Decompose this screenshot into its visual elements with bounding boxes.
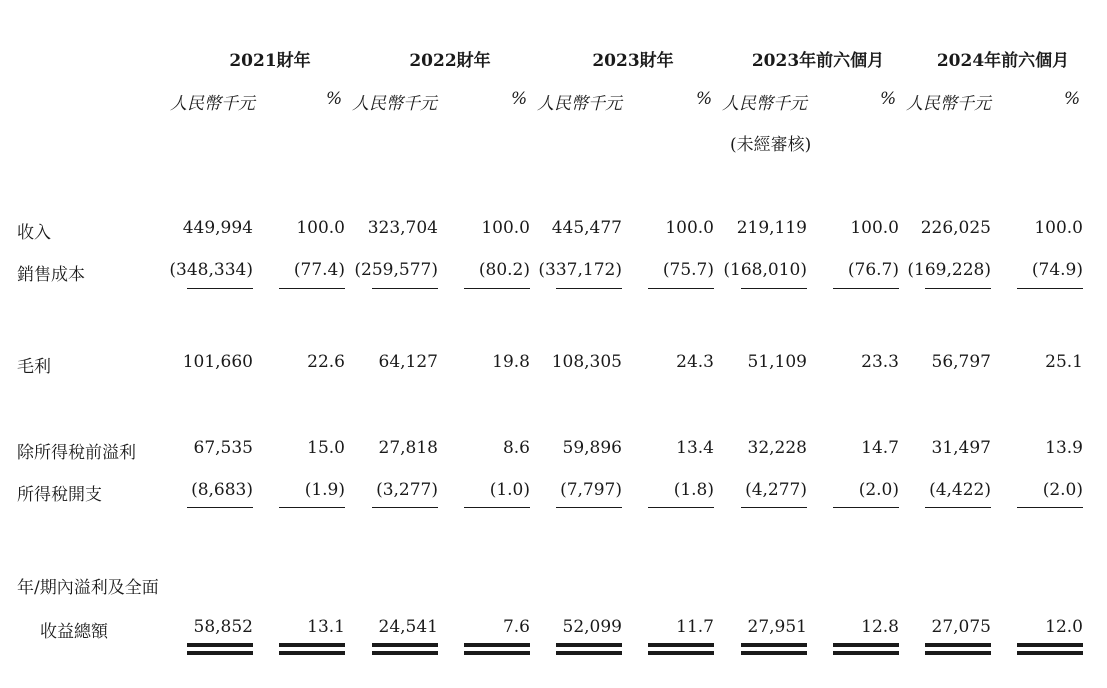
underline-cost-5 [556, 288, 622, 289]
unit-amount-2022: 人民幣千元 [352, 94, 437, 114]
cell-gross-profit-pct-2: 19.8 [492, 352, 530, 372]
underline-cost-10 [1017, 288, 1083, 289]
double-underline-top-7 [741, 643, 807, 647]
row-label-cost-of-sales: 銷售成本 [17, 265, 85, 285]
row-label-income-tax: 所得稅開支 [17, 485, 102, 505]
cell-revenue-amount-1: 449,994 [182, 218, 253, 238]
double-underline-top-6 [648, 643, 714, 647]
cell-profit-before-tax-pct-3: 13.4 [676, 438, 714, 458]
cell-cost-of-sales-amount-1: (348,334) [169, 260, 253, 280]
cell-profit-before-tax-pct-2: 8.6 [502, 438, 530, 458]
row-label-revenue: 收入 [17, 223, 51, 243]
underline-cost-9 [925, 288, 991, 289]
cell-revenue-amount-2: 323,704 [367, 218, 438, 238]
underline-cost-6 [648, 288, 714, 289]
row-label-total-ci-prefix: 年/期內溢利及全面 [17, 578, 159, 598]
cell-cost-of-sales-amount-4: (168,010) [723, 260, 807, 280]
row-label-gross-profit: 毛利 [17, 357, 51, 377]
double-underline-top-1 [187, 643, 253, 647]
header-year-2021: 2021財年 [229, 51, 311, 71]
cell-gross-profit-amount-1: 101,660 [182, 352, 253, 372]
cell-revenue-amount-4: 219,119 [736, 218, 807, 238]
double-underline-top-9 [925, 643, 991, 647]
cell-profit-before-tax-amount-4: 32,228 [747, 438, 807, 458]
cell-total-ci-pct-1: 13.1 [307, 617, 345, 637]
cell-total-ci-amount-5: 27,075 [931, 617, 991, 637]
cell-income-tax-pct-3: (1.8) [673, 480, 714, 500]
double-underline-bottom-7 [741, 651, 807, 655]
underline-tax-5 [556, 507, 622, 508]
unaudited-note: (未經審核) [730, 135, 812, 155]
unit-amount-h1-2024: 人民幣千元 [906, 94, 991, 114]
underline-tax-3 [372, 507, 438, 508]
cell-income-tax-pct-1: (1.9) [304, 480, 345, 500]
cell-revenue-pct-3: 100.0 [665, 218, 714, 238]
cell-cost-of-sales-amount-2: (259,577) [354, 260, 438, 280]
double-underline-bottom-4 [464, 651, 530, 655]
cell-gross-profit-amount-2: 64,127 [378, 352, 438, 372]
header-year-2023: 2023財年 [592, 51, 674, 71]
double-underline-top-8 [833, 643, 899, 647]
double-underline-top-3 [372, 643, 438, 647]
cell-profit-before-tax-pct-5: 13.9 [1045, 438, 1083, 458]
underline-tax-2 [279, 507, 345, 508]
cell-gross-profit-amount-5: 56,797 [931, 352, 991, 372]
underline-cost-8 [833, 288, 899, 289]
cell-revenue-amount-5: 226,025 [920, 218, 991, 238]
cell-total-ci-amount-1: 58,852 [193, 617, 253, 637]
underline-tax-6 [648, 507, 714, 508]
cell-cost-of-sales-pct-5: (74.9) [1031, 260, 1083, 280]
cell-income-tax-pct-5: (2.0) [1042, 480, 1083, 500]
unit-pct-h1-2023: % [880, 89, 897, 109]
double-underline-top-10 [1017, 643, 1083, 647]
unit-pct-2021: % [326, 89, 343, 109]
cell-gross-profit-pct-5: 25.1 [1045, 352, 1083, 372]
cell-total-ci-amount-2: 24,541 [378, 617, 438, 637]
unit-pct-2023: % [696, 89, 713, 109]
cell-total-ci-amount-4: 27,951 [747, 617, 807, 637]
cell-profit-before-tax-amount-5: 31,497 [931, 438, 991, 458]
cell-profit-before-tax-amount-2: 27,818 [378, 438, 438, 458]
header-h1-2023: 2023年前六個月 [751, 51, 885, 71]
underline-cost-1 [187, 288, 253, 289]
cell-income-tax-amount-4: (4,277) [745, 480, 807, 500]
cell-cost-of-sales-pct-2: (80.2) [478, 260, 530, 280]
double-underline-bottom-8 [833, 651, 899, 655]
double-underline-bottom-6 [648, 651, 714, 655]
cell-profit-before-tax-amount-3: 59,896 [562, 438, 622, 458]
underline-tax-9 [925, 507, 991, 508]
cell-income-tax-pct-4: (2.0) [858, 480, 899, 500]
unit-amount-2021: 人民幣千元 [170, 94, 255, 114]
cell-cost-of-sales-amount-3: (337,172) [538, 260, 622, 280]
cell-cost-of-sales-amount-5: (169,228) [907, 260, 991, 280]
cell-income-tax-amount-1: (8,683) [191, 480, 253, 500]
underline-tax-7 [741, 507, 807, 508]
double-underline-bottom-5 [556, 651, 622, 655]
unit-pct-2022: % [511, 89, 528, 109]
double-underline-bottom-1 [187, 651, 253, 655]
double-underline-bottom-3 [372, 651, 438, 655]
cell-income-tax-amount-5: (4,422) [929, 480, 991, 500]
double-underline-bottom-2 [279, 651, 345, 655]
cell-total-ci-pct-3: 11.7 [676, 617, 714, 637]
cell-income-tax-amount-2: (3,277) [376, 480, 438, 500]
cell-total-ci-pct-4: 12.8 [861, 617, 899, 637]
underline-tax-4 [464, 507, 530, 508]
cell-cost-of-sales-pct-1: (77.4) [293, 260, 345, 280]
underline-tax-8 [833, 507, 899, 508]
header-h1-2024: 2024年前六個月 [936, 51, 1070, 71]
unit-pct-h1-2024: % [1064, 89, 1081, 109]
underline-tax-1 [187, 507, 253, 508]
underline-cost-7 [741, 288, 807, 289]
cell-profit-before-tax-pct-1: 15.0 [307, 438, 345, 458]
double-underline-top-2 [279, 643, 345, 647]
cell-gross-profit-amount-4: 51,109 [747, 352, 807, 372]
double-underline-bottom-10 [1017, 651, 1083, 655]
double-underline-bottom-9 [925, 651, 991, 655]
cell-profit-before-tax-amount-1: 67,535 [193, 438, 253, 458]
cell-revenue-pct-4: 100.0 [850, 218, 899, 238]
cell-gross-profit-pct-1: 22.6 [307, 352, 345, 372]
unit-amount-h1-2023: 人民幣千元 [722, 94, 807, 114]
double-underline-top-5 [556, 643, 622, 647]
cell-revenue-pct-1: 100.0 [296, 218, 345, 238]
underline-cost-4 [464, 288, 530, 289]
cell-revenue-amount-3: 445,477 [551, 218, 622, 238]
cell-revenue-pct-5: 100.0 [1034, 218, 1083, 238]
double-underline-top-4 [464, 643, 530, 647]
cell-gross-profit-amount-3: 108,305 [551, 352, 622, 372]
underline-cost-2 [279, 288, 345, 289]
row-label-profit-before-tax: 除所得稅前溢利 [17, 443, 136, 463]
cell-income-tax-pct-2: (1.0) [489, 480, 530, 500]
row-label-total-ci: 收益總額 [40, 622, 108, 642]
underline-cost-3 [372, 288, 438, 289]
cell-income-tax-amount-3: (7,797) [560, 480, 622, 500]
cell-profit-before-tax-pct-4: 14.7 [861, 438, 899, 458]
underline-tax-10 [1017, 507, 1083, 508]
header-year-2022: 2022財年 [409, 51, 491, 71]
cell-total-ci-pct-5: 12.0 [1045, 617, 1083, 637]
cell-total-ci-amount-3: 52,099 [562, 617, 622, 637]
cell-revenue-pct-2: 100.0 [481, 218, 530, 238]
cell-gross-profit-pct-3: 24.3 [676, 352, 714, 372]
unit-amount-2023: 人民幣千元 [537, 94, 622, 114]
cell-gross-profit-pct-4: 23.3 [861, 352, 899, 372]
cell-cost-of-sales-pct-3: (75.7) [662, 260, 714, 280]
cell-cost-of-sales-pct-4: (76.7) [847, 260, 899, 280]
cell-total-ci-pct-2: 7.6 [502, 617, 530, 637]
